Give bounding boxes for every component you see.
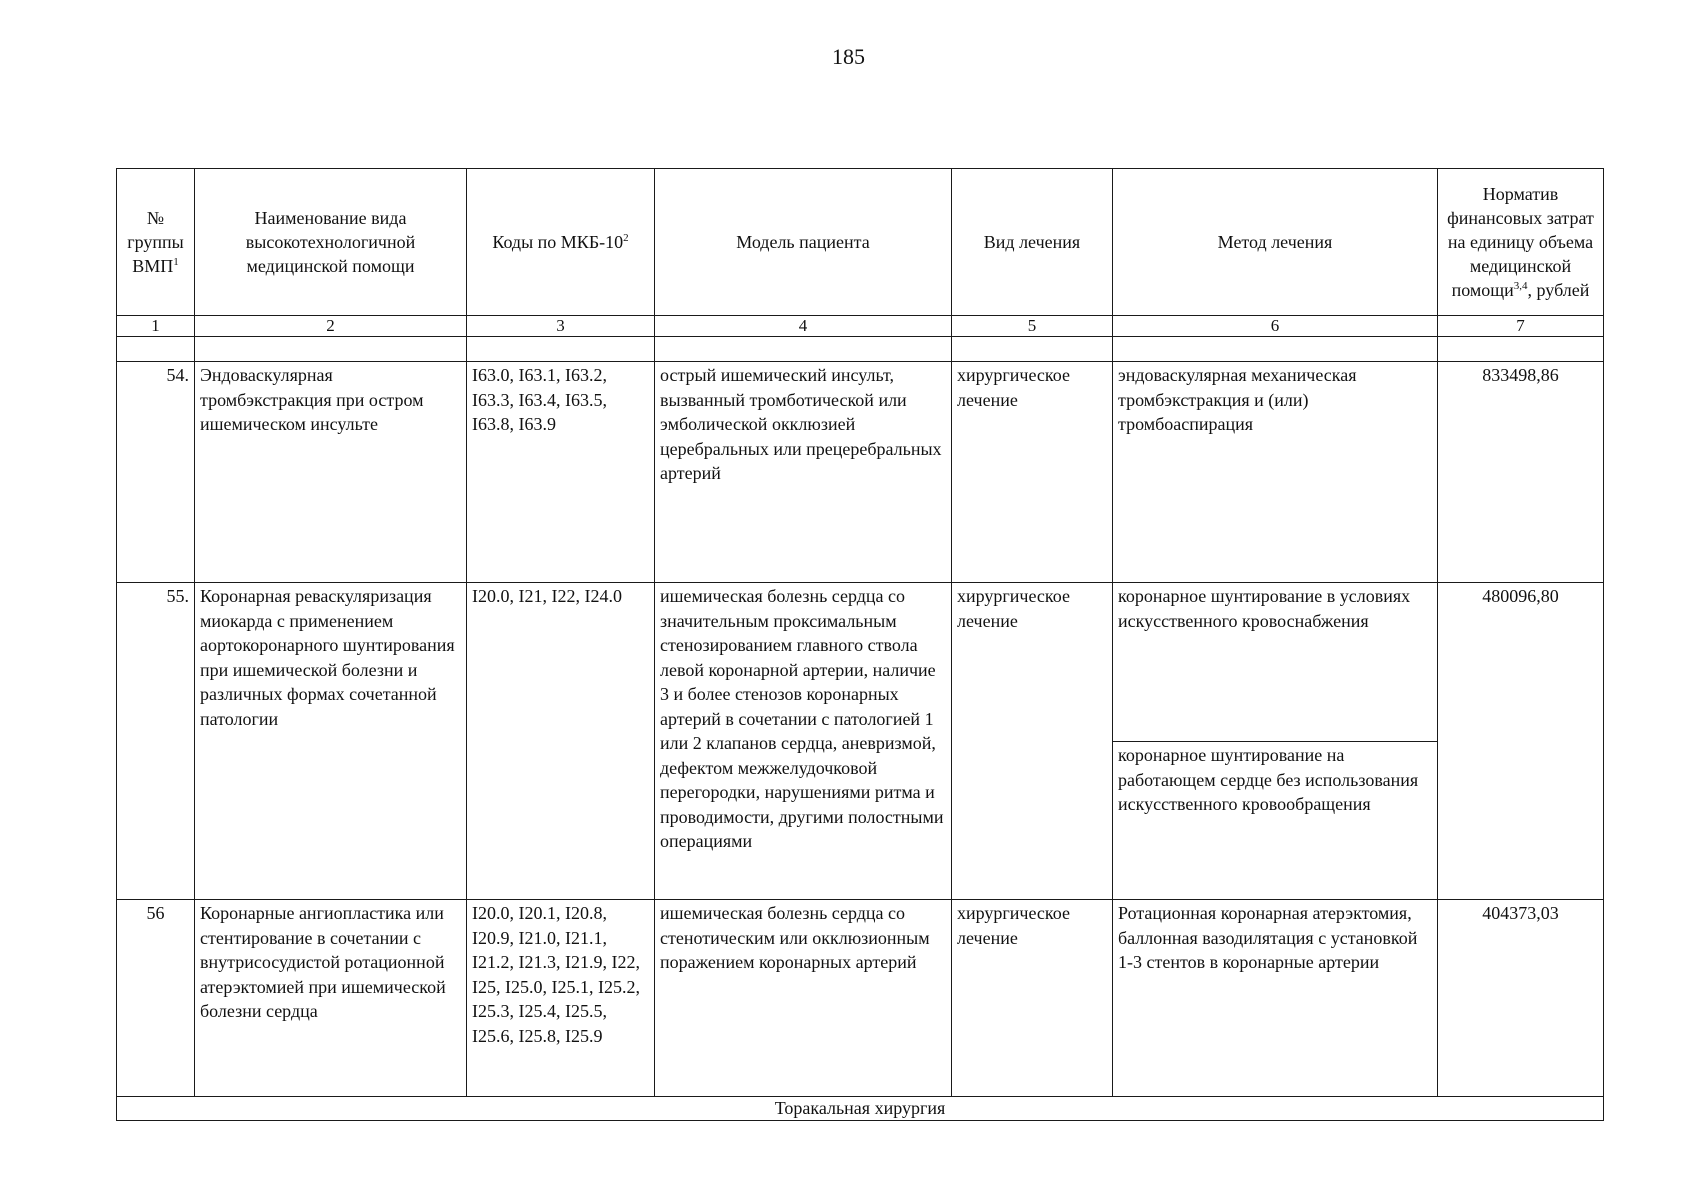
header-care-name: Наименование вида высокотехнологичной медицинской помощи <box>195 169 467 316</box>
header-patient-model: Модель пациента <box>655 169 952 316</box>
header-cost-standard: Норматив финансовых затрат на единицу объема медицинской помощи$^{3,4}$, рублей <box>1438 169 1604 316</box>
table-row <box>117 900 1604 1097</box>
group-number: 56 <box>117 900 195 1097</box>
care-name: Эндоваскулярная тромбэкстракция при остром ишемическом инсульте <box>195 362 467 583</box>
treatment-method: коронарное шунтирование на работающем сердце без использования искусственного кровообращения <box>1113 742 1438 900</box>
header-treatment-type: Вид лечения <box>952 169 1113 316</box>
cost-standard: 833498,86 <box>1438 362 1604 583</box>
cost-standard: 404373,03 <box>1438 900 1604 1097</box>
icd-codes: I63.0, I63.1, I63.2, I63.3, I63.4, I63.5, I63.8, I63.9 <box>467 362 655 583</box>
treatment-type: хирургическое лечение <box>952 900 1113 1097</box>
section-row <box>117 1097 1604 1121</box>
cost-standard: 480096,80 <box>1438 583 1604 900</box>
column-number: 5 <box>952 316 1113 337</box>
group-number: 55. <box>117 583 195 900</box>
column-number: 1 <box>117 316 195 337</box>
vmp-table <box>116 168 1604 1121</box>
treatment-method: эндоваскулярная механическая тромбэкстракция и (или) тромбоаспирация <box>1113 362 1438 583</box>
section-title: Торакальная хирургия <box>117 1097 1604 1121</box>
treatment-method: коронарное шунтирование в условиях искусственного кровоснабжения <box>1113 583 1438 742</box>
header-icd-codes: Коды по МКБ-$10^2$ <box>467 169 655 316</box>
table-row <box>117 362 1604 583</box>
header-row <box>117 169 1604 316</box>
patient-model: острый ишемический инсульт, вызванный тромботической или эмболической окклюзией церебральных или прецеребральных артерий <box>655 362 952 583</box>
table-row <box>117 583 1604 742</box>
icd-codes: I20.0, I20.1, I20.8, I20.9, I21.0, I21.1, I21.2, I21.3, I21.9, I22, I25, I25.0, I25.1, I25.2, I25.3, I25.4, I25.5, I25.6, I25.8, I25.9 <box>467 900 655 1097</box>
group-number: 54. <box>117 362 195 583</box>
treatment-type: хирургическое лечение <box>952 362 1113 583</box>
header-group-number: № группы ВМП$^1$ <box>117 169 195 316</box>
care-name: Коронарные ангиопластика или стентирование в сочетании с внутрисосудистой ротационной атерэктомией при ишемической болезни сердца <box>195 900 467 1097</box>
care-name: Коронарная реваскуляризация миокарда с применением аортокоронарного шунтирования при ишемической болезни и различных формах сочетанной патологии <box>195 583 467 900</box>
column-number: 4 <box>655 316 952 337</box>
column-number-row <box>117 316 1604 337</box>
patient-model: ишемическая болезнь сердца со стенотическим или окклюзионным поражением коронарных артерий <box>655 900 952 1097</box>
treatment-method: Ротационная коронарная атерэктомия, баллонная вазодилятация с установкой 1-3 стентов в коронарные артерии <box>1113 900 1438 1097</box>
column-number: 3 <box>467 316 655 337</box>
column-number: 6 <box>1113 316 1438 337</box>
header-treatment-method: Метод лечения <box>1113 169 1438 316</box>
patient-model: ишемическая болезнь сердца со значительным проксимальным стенозированием главного ствола левой коронарной артерии, наличие 3 и более стенозов коронарных артерий в сочетании с патологией 1 или 2 клапанов сердца, аневризмой, дефектом межжелудочковой перегородки, нарушениями ритма и проводимости, другими полостными операциями <box>655 583 952 900</box>
column-number: 2 <box>195 316 467 337</box>
icd-codes: I20.0, I21, I22, I24.0 <box>467 583 655 900</box>
spacer-row <box>117 337 1604 362</box>
column-number: 7 <box>1438 316 1604 337</box>
treatment-type: хирургическое лечение <box>952 583 1113 900</box>
page-number: 185 <box>832 44 865 69</box>
